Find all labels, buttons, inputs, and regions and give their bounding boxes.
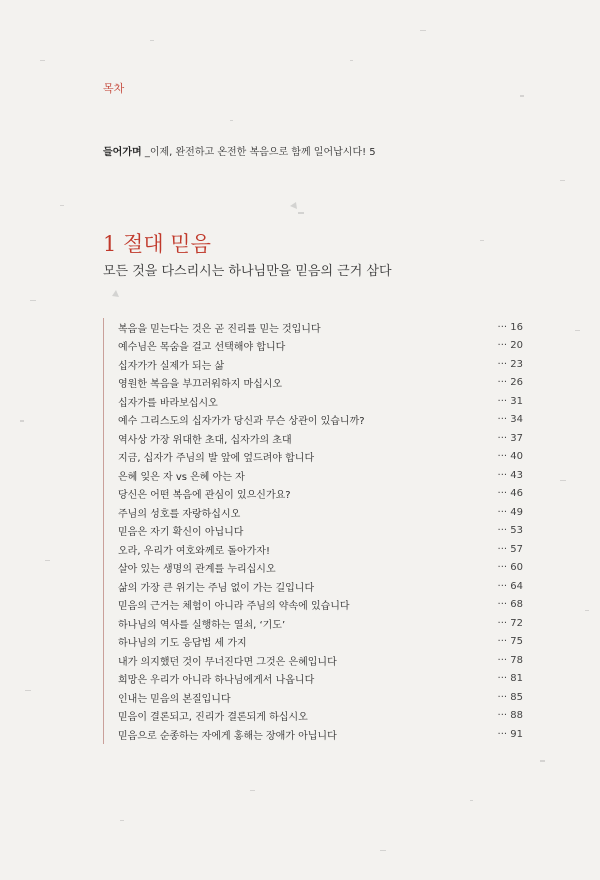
entry-title: 영원한 복음을 부끄러워하지 마십시오: [118, 379, 283, 391]
entry-page: ··· 64: [497, 580, 523, 592]
entry-title: 주님의 성호를 자랑하십시오: [118, 508, 241, 520]
entry-title: 십자가가 실제가 되는 삶: [118, 360, 225, 372]
entry-page: ··· 46: [497, 488, 523, 500]
entry-title: 삶의 가장 큰 위기는 주님 없이 가는 길입니다: [118, 582, 315, 594]
toc-entry[interactable]: [118, 318, 523, 337]
entry-title: 은혜 잊은 자 vs 은혜 아는 자: [118, 471, 245, 483]
toc-entry[interactable]: [118, 651, 523, 670]
entry-title: 믿음이 결론되고, 진리가 결론되게 하십시오: [118, 712, 308, 724]
entry-page: ··· 31: [497, 395, 523, 407]
entry-page: ··· 57: [497, 543, 523, 555]
toc-label: 목차: [103, 82, 125, 95]
toc-entry[interactable]: [118, 670, 523, 689]
toc-entry[interactable]: [118, 485, 523, 504]
entry-page: ··· 37: [497, 432, 523, 444]
entry-page: ··· 68: [497, 599, 523, 611]
toc-entry[interactable]: [118, 577, 523, 596]
toc-entry[interactable]: [118, 429, 523, 448]
entry-title: 내가 의지했던 것이 무너진다면 그것은 은혜입니다: [118, 656, 337, 668]
toc-entry[interactable]: [118, 466, 523, 485]
toc-entry[interactable]: [118, 596, 523, 615]
entry-page: ··· 88: [497, 710, 523, 722]
entry-page: ··· 23: [497, 358, 523, 370]
entry-page: ··· 26: [497, 377, 523, 389]
toc-entry[interactable]: [118, 337, 523, 356]
toc-entry[interactable]: [118, 540, 523, 559]
toc-entry[interactable]: [118, 374, 523, 393]
entry-page: ··· 78: [497, 654, 523, 666]
chapter-subtitle: 모든 것을 다스리시는 하나님만을 믿음의 근거 삼다: [103, 264, 392, 279]
toc-entry[interactable]: [118, 411, 523, 430]
intro-line[interactable]: [103, 143, 376, 158]
entry-page: ··· 81: [497, 673, 523, 685]
entry-title: 믿음으로 순종하는 자에게 홍해는 장애가 아닙니다: [118, 730, 337, 742]
entry-page: ··· 72: [497, 617, 523, 629]
entry-title: 하나님의 역사를 실행하는 열쇠, ‘기도’: [118, 619, 286, 631]
toc-entry[interactable]: [118, 633, 523, 652]
toc-entry[interactable]: [118, 448, 523, 467]
entry-page: ··· 91: [497, 728, 523, 740]
toc-entry[interactable]: [118, 614, 523, 633]
intro-text: _이제, 완전하고 온전한 복음으로 함께 일어납시다!: [144, 147, 367, 158]
entry-page: ··· 60: [497, 562, 523, 574]
intro-heading: 들어가며: [103, 147, 142, 158]
entry-title: 인내는 믿음의 본질입니다: [118, 693, 231, 705]
toc-entry[interactable]: [118, 707, 523, 726]
entry-title: 예수님은 목숨을 걸고 선택해야 합니다: [118, 342, 286, 354]
entry-title: 역사상 가장 위대한 초대, 십자가의 초대: [118, 434, 292, 446]
entry-page: ··· 75: [497, 636, 523, 648]
entry-title: 믿음은 자기 확신이 아닙니다: [118, 527, 244, 539]
toc-entry[interactable]: [118, 559, 523, 578]
entry-title: 복음을 믿는다는 것은 곧 진리를 믿는 것입니다: [118, 323, 321, 335]
entry-page: ··· 40: [497, 451, 523, 463]
entry-page: ··· 49: [497, 506, 523, 518]
entry-title: 지금, 십자가 주님의 발 앞에 엎드려야 합니다: [118, 453, 315, 465]
entry-page: ··· 43: [497, 469, 523, 481]
toc-entries: [103, 318, 523, 744]
toc-entry[interactable]: [118, 355, 523, 374]
chapter-title: 1 절대 믿음: [103, 232, 211, 256]
entry-page: ··· 53: [497, 525, 523, 537]
entry-title: 십자가를 바라보십시오: [118, 397, 218, 409]
entry-page: ··· 85: [497, 691, 523, 703]
entry-page: ··· 34: [497, 414, 523, 426]
intro-page: 5: [369, 147, 376, 158]
entry-page: ··· 20: [497, 340, 523, 352]
entry-title: 하나님의 기도 응답법 세 가지: [118, 638, 247, 650]
entry-title: 살아 있는 생명의 관계를 누리십시오: [118, 564, 276, 576]
entry-title: 희망은 우리가 아니라 하나님에게서 나옵니다: [118, 675, 315, 687]
toc-entry[interactable]: [118, 503, 523, 522]
entry-title: 예수 그리스도의 십자가가 당신과 무슨 상관이 있습니까?: [118, 416, 365, 428]
toc-entry[interactable]: [118, 392, 523, 411]
entry-title: 믿음의 근거는 체험이 아니라 주님의 약속에 있습니다: [118, 601, 350, 613]
toc-entry[interactable]: [118, 725, 523, 744]
entry-page: ··· 16: [497, 321, 523, 333]
toc-entry[interactable]: [118, 522, 523, 541]
toc-entry[interactable]: [118, 688, 523, 707]
entry-title: 오라, 우리가 여호와께로 돌아가자!: [118, 545, 270, 557]
entry-title: 당신은 어떤 복음에 관심이 있으신가요?: [118, 490, 291, 502]
